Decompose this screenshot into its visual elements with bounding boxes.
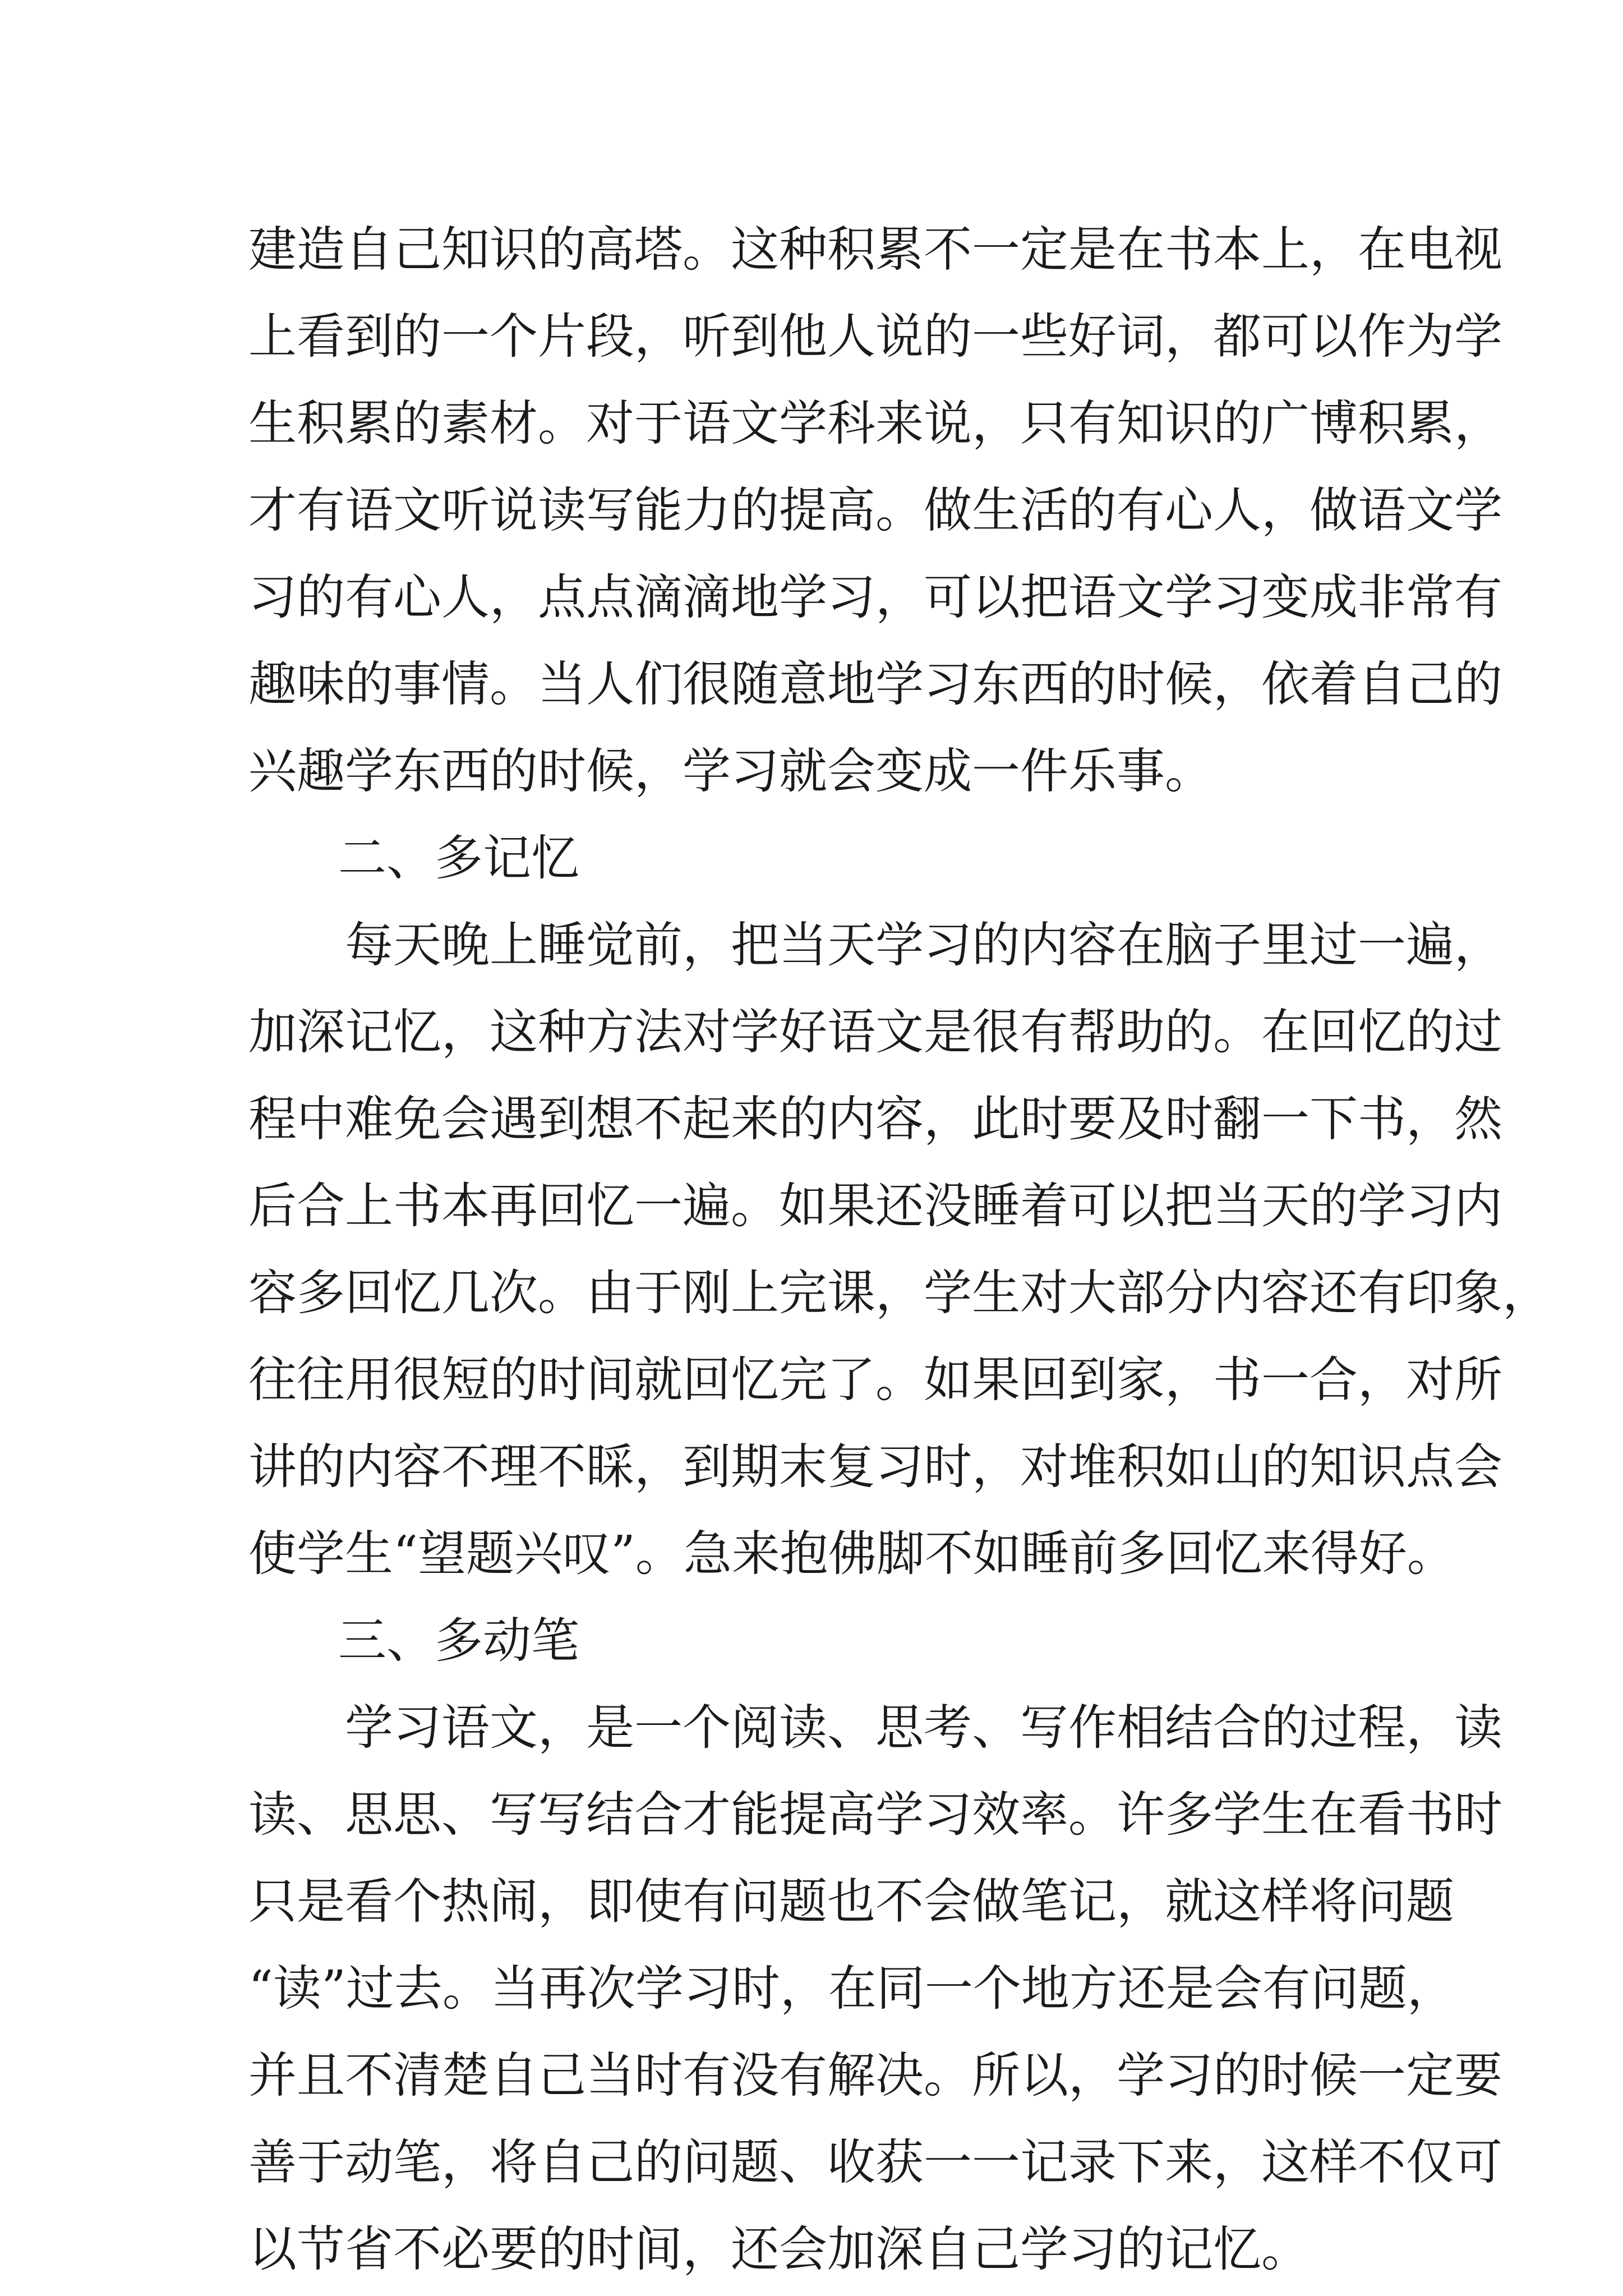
text-line: 生积累的素材。对于语文学科来说，只有知识的广博积累， xyxy=(248,395,1502,452)
text-line: “读”过去。当再次学习时，在同一个地方还是会有问题， xyxy=(248,1961,1455,2017)
text-line: 只是看个热闹，即使有问题也不会做笔记，就这样将问题 xyxy=(248,1874,1454,1930)
text-line: 才有语文听说读写能力的提高。做生活的有心人，做语文学 xyxy=(248,482,1502,539)
section-heading-memory: 二、多记忆 xyxy=(338,830,579,886)
text-line: 读、思思、写写结合才能提高学习效率。许多学生在看书时 xyxy=(248,1787,1502,1843)
text-line: 使学生“望题兴叹”。急来抱佛脚不如睡前多回忆来得好。 xyxy=(248,1526,1455,1582)
document-body xyxy=(248,206,1551,2293)
text-line: 建造自己知识的高塔。这种积累不一定是在书本上，在电视 xyxy=(248,222,1502,278)
paragraph-intro xyxy=(248,206,1502,815)
text-line: 程中难免会遇到想不起来的内容，此时要及时翻一下书，然 xyxy=(248,1091,1502,1147)
paragraph-writing xyxy=(248,1685,1502,2293)
text-line: 后合上书本再回忆一遍。如果还没睡着可以把当天的学习内 xyxy=(248,1178,1502,1234)
text-line: 加深记忆，这种方法对学好语文是很有帮助的。在回忆的过 xyxy=(248,1004,1502,1060)
text-line: 往往用很短的时间就回忆完了。如果回到家，书一合，对所 xyxy=(248,1352,1502,1408)
text-line: 容多回忆几次。由于刚上完课，学生对大部分内容还有印象， xyxy=(248,1265,1551,1321)
text-line: 学习语文，是一个阅读、思考、写作相结合的过程，读 xyxy=(248,1700,1502,1756)
paragraph-memory xyxy=(248,902,1551,1598)
text-line: 兴趣学东西的时候，学习就会变成一件乐事。 xyxy=(248,743,1213,799)
text-line: 以节省不必要的时间，还会加深自己学习的记忆。 xyxy=(248,2221,1310,2277)
section-heading-writing: 三、多动笔 xyxy=(338,1613,579,1669)
text-line: 并且不清楚自己当时有没有解决。所以，学习的时候一定要 xyxy=(248,2047,1502,2104)
text-line: 习的有心人，点点滴滴地学习，可以把语文学习变成非常有 xyxy=(248,569,1502,625)
text-line: 善于动笔，将自己的问题、收获一一记录下来，这样不仅可 xyxy=(248,2134,1502,2191)
text-line: 讲的内容不理不睬，到期末复习时，对堆积如山的知识点会 xyxy=(248,1439,1502,1495)
text-line: 上看到的一个片段，听到他人说的一些好词，都可以作为学 xyxy=(248,309,1502,365)
text-line: 每天晚上睡觉前，把当天学习的内容在脑子里过一遍， xyxy=(248,917,1502,973)
text-line: 趣味的事情。当人们很随意地学习东西的时候，依着自己的 xyxy=(248,656,1502,712)
